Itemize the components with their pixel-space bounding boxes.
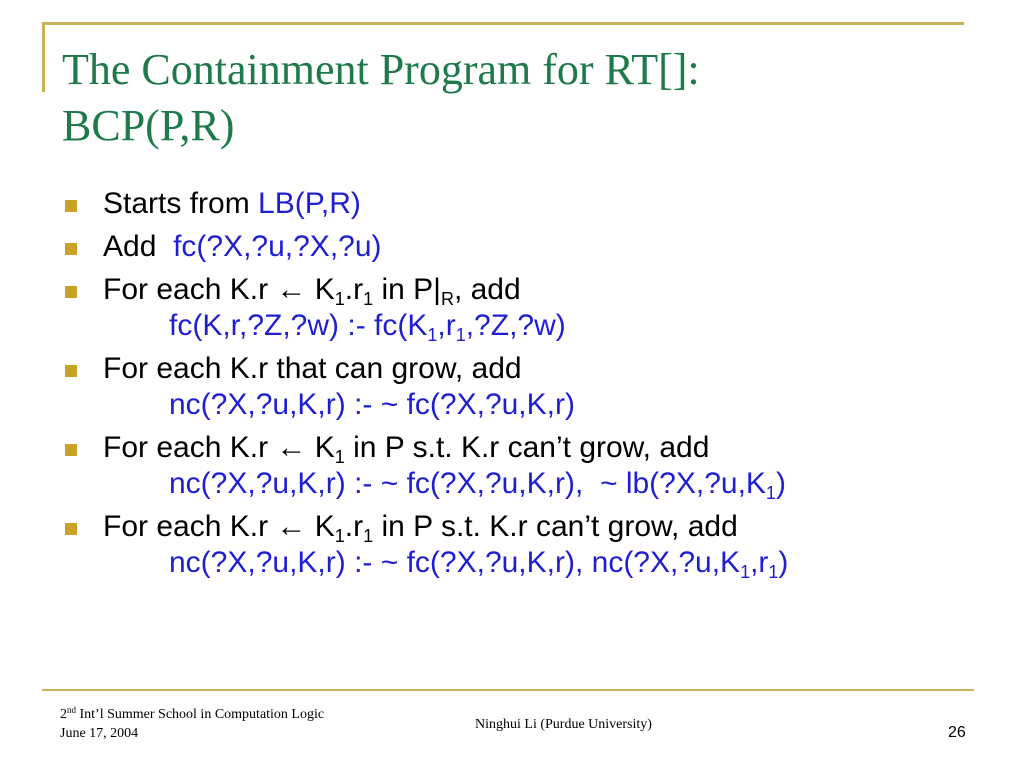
bullet-text: Starts from: [103, 187, 259, 220]
bullet-code: nc(?X,?u,K,r) :- ~ fc(?X,?u,K,r), ~ $lb(?X,?u,K_1)$: [169, 467, 786, 503]
bullet-code: nc(?X,?u,K,r) :- ~ fc(?X,?u,K,r): [169, 388, 575, 421]
bullet-code: nc(?X,?u,K,r) :- ~ fc(?X,?u,K,r), $nc(?X,?u,K_1,r_1)$: [169, 546, 789, 582]
bullet-square-icon: [65, 200, 77, 212]
slide-title: [62, 42, 962, 154]
left-arrow-icon: ←: [276, 510, 307, 543]
page-number: 26: [948, 724, 966, 741]
bullet-text: For each K.r ← $K_1.r_1$ in P s.t. K.r can’t grow, add: [103, 510, 738, 546]
title-line-1: The Containment Program for RT[]:: [62, 45, 700, 94]
footer-author: Ninghui Li (Purdue University): [475, 717, 652, 732]
left-arrow-icon: ←: [276, 273, 307, 306]
bullet-item: [60, 272, 1000, 344]
bullet-item: [60, 430, 1000, 502]
bullet-square-icon: [65, 243, 77, 255]
footer-date: June 17, 2004: [60, 726, 139, 741]
frame-left-rule: [42, 22, 45, 92]
title-line-2: BCP(P,R): [62, 101, 235, 150]
left-arrow-icon: ←: [276, 431, 307, 464]
bullet-item: [60, 229, 1000, 265]
footer-event: 2nd Int’l Summer School in Computation Logic June 17, 2004: [60, 705, 325, 741]
frame-top-rule: [42, 22, 964, 25]
bullet-text: For each K.r that can grow, add: [103, 352, 522, 385]
bullet-square-icon: [65, 523, 77, 535]
bullet-square-icon: [65, 444, 77, 456]
bullet-list: [60, 186, 1000, 588]
bullet-code: LB(P,R): [258, 187, 361, 220]
bullet-text: For each K.r ← $K_1.r_1$ in $P|_R$, add: [103, 273, 521, 309]
bullet-item: [60, 186, 1000, 222]
bullet-text: Add: [103, 230, 174, 263]
bullet-code: fc(K,r,?Z,?w) :- $fc(K_1,r_1,?Z,?w)$: [169, 309, 566, 345]
bullet-text: For each K.r ← $K_1$ in P s.t. K.r can’t grow, add: [103, 431, 710, 467]
footer-rule: [42, 689, 974, 691]
bullet-square-icon: [65, 286, 77, 298]
bullet-square-icon: [65, 365, 77, 377]
bullet-item: [60, 351, 1000, 423]
bullet-item: [60, 509, 1000, 581]
bullet-code: fc(?X,?u,?X,?u): [173, 230, 382, 263]
